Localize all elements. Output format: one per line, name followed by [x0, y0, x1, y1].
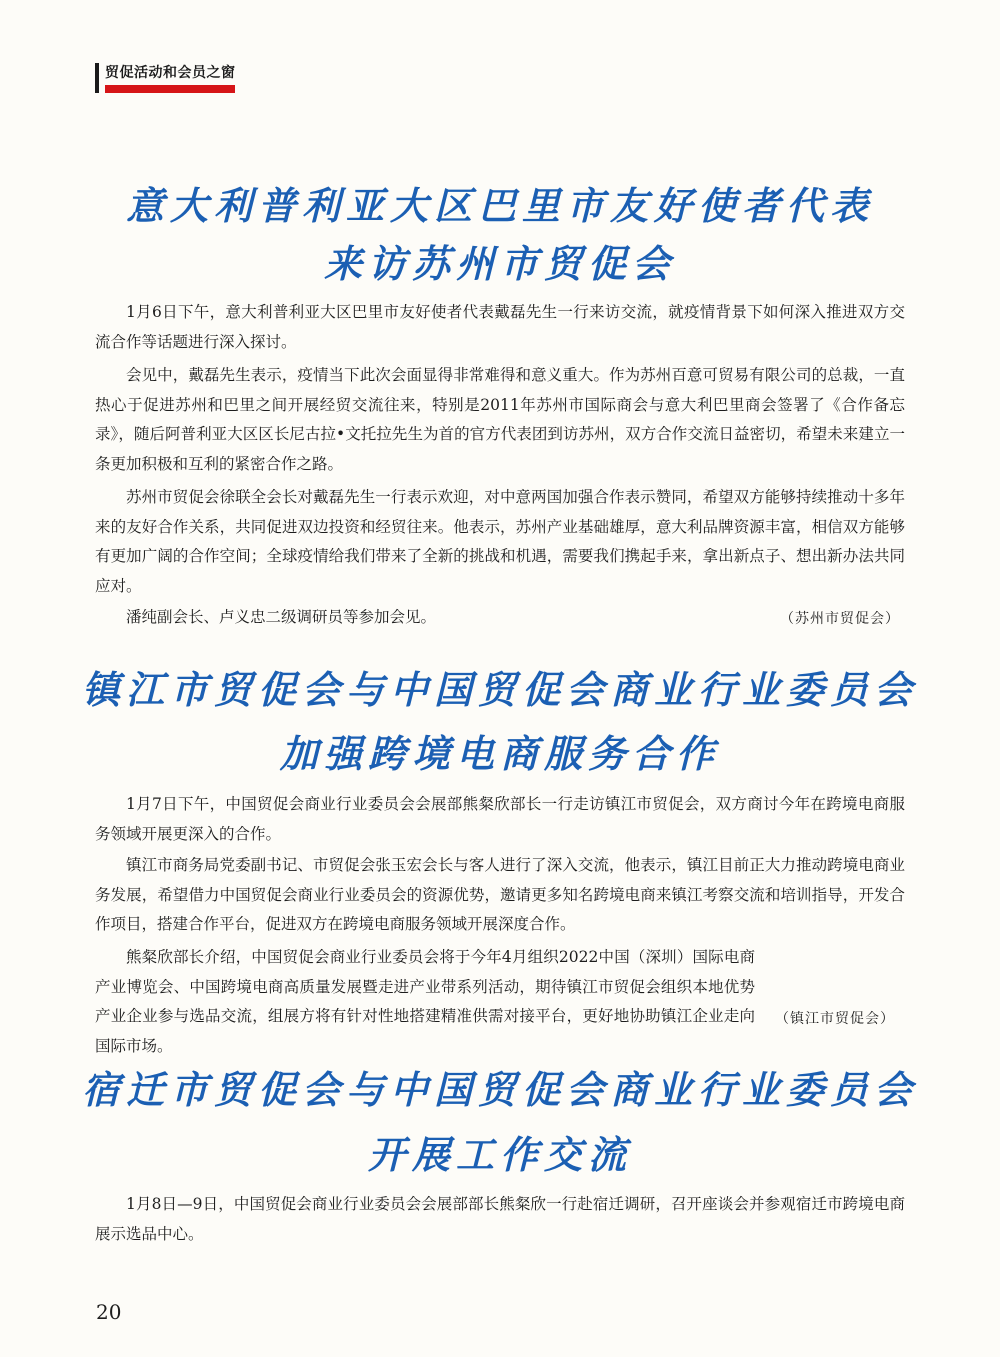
article-1-paragraph-2: 会见中，戴磊先生表示，疫情当下此次会面显得非常难得和意义重大。作为苏州百意可贸易有限公司的总裁，一直热心于促进苏州和巴里之间开展经贸交流往来，特别是2011年苏州市国际商会与意大利巴里商会签署了《合作备忘录》，随后阿普利亚大区区长尼古拉•文托拉先生为首的官方代表团到访苏州，双方合作交流日益密切，希望未来建立一条更加积极和互利的紧密合作之路。 — [95, 366, 905, 473]
article-1-title-line-2: 来访苏州市贸促会 — [323, 241, 676, 286]
article-2-title-line-1: 镇江市贸促会与中国贸促会商业行业委员会 — [81, 667, 918, 712]
header-red-rule — [105, 85, 235, 93]
article-3-title-line-2: 开展工作交流 — [367, 1132, 632, 1177]
article-1-paragraph-3: 苏州市贸促会徐联全会长对戴磊先生一行表示欢迎，对中意两国加强合作表示赞同，希望双方能够持续推动十多年来的友好合作关系，共同促进双边投资和经贸往来。他表示，苏州产业基础雄厚，意大利品牌资源丰富，相信双方能够有更加广阔的合作空间；全球疫情给我们带来了全新的挑战和机遇，需要我们携起手来，拿出新点子、想出新办法共同应对。 — [95, 488, 905, 595]
article-1-paragraph-1: 1月6日下午，意大利普利亚大区巴里市友好使者代表戴磊先生一行来访交流，就疫情背景下如何深入推进双方交流合作等话题进行深入探讨。 — [95, 303, 905, 351]
section-header — [95, 63, 236, 93]
section-title: 贸促活动和会员之窗 — [105, 64, 236, 81]
article-1-paragraph-4: 潘纯副会长、卢义忠二级调研员等参加会见。 — [126, 608, 437, 626]
article-2-paragraph-3: 熊粲欣部长介绍，中国贸促会商业行业委员会将于今年4月组织2022中国（深圳）国际电商产业博览会、中国跨境电商高质量发展暨走进产业带系列活动，期待镇江市贸促会组织本地优势产业企业参与选品交流，组展方将有针对性地搭建精准供需对接平台，更好地协助镇江企业走向国际市场。 — [95, 948, 755, 1055]
article-2-source: （镇江市贸促会） — [775, 1011, 895, 1027]
page-number: 20 — [96, 1300, 122, 1324]
article-2-title-line-2: 加强跨境电商服务合作 — [279, 731, 720, 776]
article-3-paragraph-1: 1月8日—9日，中国贸促会商业行业委员会会展部部长熊粲欣一行赴宿迁调研，召开座谈会并参观宿迁市跨境电商展示选品中心。 — [95, 1195, 905, 1243]
article-2-paragraph-1: 1月7日下午，中国贸促会商业行业委员会会展部熊粲欣部长一行走访镇江市贸促会，双方商讨今年在跨境电商服务领域开展更深入的合作。 — [95, 795, 905, 843]
article-1-source: （苏州市贸促会） — [780, 611, 900, 627]
article-2-paragraph-2: 镇江市商务局党委副书记、市贸促会张玉宏会长与客人进行了深入交流，他表示，镇江目前正大力推动跨境电商业务发展，希望借力中国贸促会商业行业委员会的资源优势，邀请更多知名跨境电商来镇江考察交流和培训指导，开发合作项目，搭建合作平台，促进双方在跨境电商服务领域开展深度合作。 — [95, 856, 905, 933]
article-3-title-line-1: 宿迁市贸促会与中国贸促会商业行业委员会 — [81, 1067, 918, 1112]
article-1-title-line-1: 意大利普利亚大区巴里市友好使者代表 — [125, 183, 874, 228]
header-bar — [95, 63, 99, 93]
